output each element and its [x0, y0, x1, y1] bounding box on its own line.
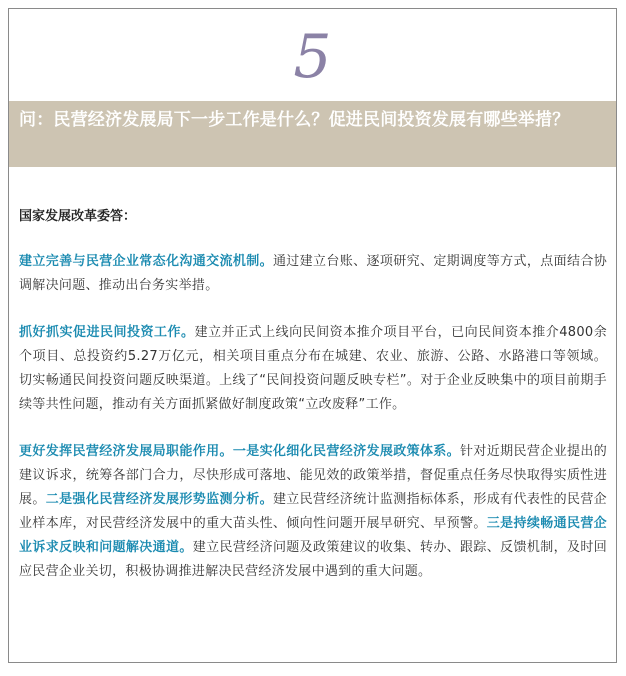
- answer-paragraph-1: [19, 250, 607, 298]
- qa-card: [8, 8, 617, 663]
- highlight-heading: 建立完善与民营企业常态化沟通交流机制。: [19, 254, 273, 269]
- highlight-heading: 更好发挥民营经济发展局职能作用。一是实化细化民营经济发展政策体系。: [19, 444, 461, 459]
- answer-paragraph-2: [19, 321, 607, 417]
- answer-paragraph-3: [19, 440, 607, 584]
- paragraph-text: 建立民营经济问题及政策建议的收集、转办、跟踪、反馈机制，及时回应民营企业关切，积极协调推进解决民营经济发展中遇到的重大问题。: [19, 540, 607, 579]
- paragraph-text: 通过建立台账、逐项研究、定期调度等方式，点面结合协调解决问题、推动出台务实举措。: [19, 254, 607, 293]
- question-text: 问：民营经济发展局下一步工作是什么？促进民间投资发展有哪些举措？: [19, 110, 570, 130]
- paragraph-text: 建立并正式上线向民间资本推介项目平台，已向民间资本推介4800余个项目、总投资约5.27万亿元，相关项目重点分布在城建、农业、旅游、公路、水路港口等领域。切实畅通民间投资问题反映渠道。上线了“民间投资问题反映专栏”。对于企业反映集中的项目前期手续等共性问题，推动有关方面抓紧做好制度政策“立改废释”工作。: [19, 325, 608, 412]
- highlight-heading: 抓好抓实促进民间投资工作。: [19, 325, 195, 340]
- answer-body: [19, 206, 607, 584]
- answer-source: 国家发展改革委答：: [19, 209, 137, 224]
- section-number: 5: [293, 22, 332, 92]
- question-banner: [9, 101, 616, 167]
- paragraph-text: 针对近期民营企业提出的建议诉求，统筹各部门合力，尽快形成可落地、能见效的政策举措，督促重点任务尽快取得实质性进展。: [19, 444, 607, 507]
- paragraph-text: 建立民营经济统计监测指标体系，形成有代表性的民营企业样本库，对民营经济发展中的重大苗头性、倾向性问题开展早研究、早预警。: [19, 492, 607, 531]
- highlight-heading: 二是强化民营经济发展形势监测分析。: [45, 492, 273, 507]
- highlight-heading: 三是持续畅通民营企业诉求反映和问题解决通道。: [19, 516, 607, 555]
